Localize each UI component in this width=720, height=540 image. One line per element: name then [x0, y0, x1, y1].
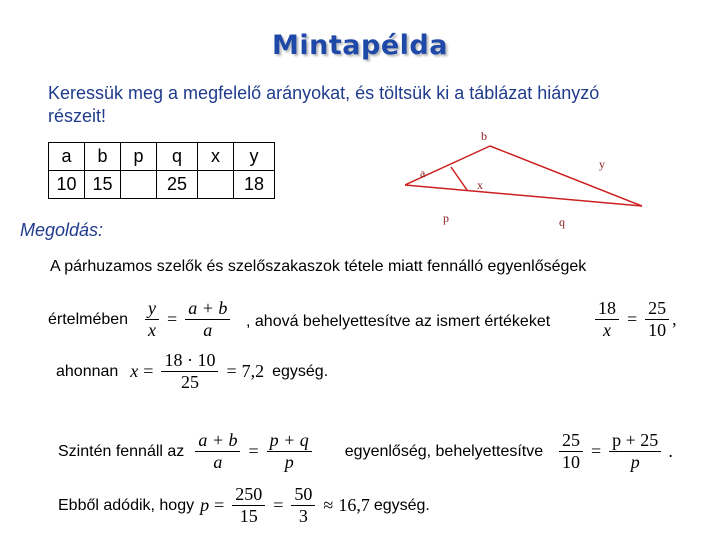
fraction: $\frac{p + 25}{p}$: [609, 430, 661, 473]
solution-line-4: [58, 430, 543, 473]
equation-1: $\frac{y}{x}$ = $\frac{a + b}{a}$: [142, 298, 233, 341]
figure-line: [490, 146, 642, 206]
solution-line-3: [56, 350, 328, 393]
page-title: Mintapélda: [272, 30, 448, 61]
solution-heading: Megoldás:: [20, 220, 104, 240]
fraction: $\frac{a + b}{a}$: [195, 430, 240, 473]
figure-label: p: [443, 211, 449, 225]
table-cell: [198, 171, 234, 199]
equation-5: $\frac{25}{10}$ = $\frac{p + 25}{p}$ .: [556, 430, 673, 473]
equation-4: $\frac{a + b}{a}$ = $\frac{p + q}{p}$: [192, 430, 314, 473]
table-cell: p: [121, 143, 157, 171]
solution-line-1: A párhuzamos szelők és szelőszakaszok tétele miatt fennálló egyenlőségek: [50, 258, 587, 275]
fraction: $\frac{18 \cdot 10}{25}$: [161, 350, 218, 393]
equation-3: x = $\frac{18 \cdot 10}{25}$ = 7,2: [130, 350, 265, 392]
fraction: $\frac{y}{x}$: [145, 298, 159, 341]
solution-text: , ahová behelyettesítve az ismert értékeket: [246, 313, 551, 330]
fraction: $\frac{a + b}{a}$: [185, 298, 230, 341]
table-cell: y: [234, 143, 275, 171]
solution-text: ,: [672, 309, 677, 329]
fraction: $\frac{18}{x}$: [595, 298, 619, 341]
triangle-figure: [405, 120, 645, 230]
figure-label: a: [420, 166, 426, 180]
figure-label: q: [559, 215, 565, 229]
solution-text: ahonnan: [56, 362, 119, 380]
data-table: [48, 142, 275, 199]
solution-text: egység.: [272, 362, 329, 380]
figure-line: [405, 185, 642, 206]
table-cell: 15: [85, 171, 121, 199]
table-header-row: [49, 143, 275, 171]
figure-label: y: [599, 157, 605, 171]
fraction: $\frac{p + q}{p}$: [267, 430, 312, 473]
solution-text: értelmében: [48, 310, 129, 328]
table-cell: [121, 171, 157, 199]
equation-2: $\frac{18}{x}$ = $\frac{25}{10}$ ,: [592, 298, 677, 341]
table-value-row: [49, 171, 275, 199]
table-cell: b: [85, 143, 121, 171]
figure-label: x: [477, 178, 483, 192]
solution-text: egység.: [373, 496, 430, 514]
table-cell: 25: [157, 171, 198, 199]
solution-text: egyenlőség, behelyettesítve: [344, 442, 544, 460]
solution-line-2: [48, 298, 233, 341]
solution-line-5: [58, 484, 430, 527]
task-text: Keressük meg a megfelelő arányokat, és töltsük ki a táblázat hiányzó részeit!: [48, 83, 600, 126]
fraction: $\frac{25}{10}$: [559, 430, 583, 473]
fraction: $\frac{50}{3}$: [291, 484, 315, 527]
table-cell: 18: [234, 171, 275, 199]
figure-label: b: [481, 129, 487, 143]
equation-6: p = $\frac{250}{15}$ = $\frac{50}{3}$ ≈ 16,7: [200, 484, 370, 526]
solution-text: Szintén fennáll az: [58, 442, 185, 460]
fraction: $\frac{25}{10}$: [645, 298, 669, 341]
solution-text: .: [668, 441, 673, 461]
figure-line: [451, 167, 467, 190]
table-cell: q: [157, 143, 198, 171]
table-cell: x: [198, 143, 234, 171]
table-cell: 10: [49, 171, 85, 199]
table-cell: a: [49, 143, 85, 171]
fraction: $\frac{250}{15}$: [232, 484, 265, 527]
solution-text: Ebből adódik, hogy: [58, 496, 195, 514]
